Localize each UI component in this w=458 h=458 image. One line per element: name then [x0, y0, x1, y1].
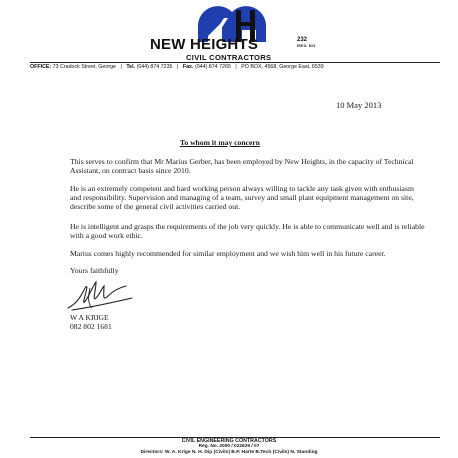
footer-registration: Reg. No. 2000 / 022629 / 07	[198, 444, 260, 449]
fax-number: (044) 874 7265	[194, 64, 231, 70]
handwritten-signature	[66, 278, 134, 314]
registration-badge	[297, 38, 316, 48]
footer-directors: Directors: W. A. Krige N. H. Dip (Civils) B.P. Harte B.Tech (Civils) N. Standing	[140, 450, 318, 455]
company-name: NEW HEIGHTS	[150, 36, 259, 53]
office-label: OFFICE:	[30, 64, 52, 70]
contact-line: OFFICE: 73 Cradock Street, George | Tel. (044) 874 7235 | Fax. (044) 874 7265 | PO BOX, 4568, George East, 6539	[30, 64, 324, 70]
tel-number: (044) 874 7235	[136, 64, 173, 70]
salutation: To whom it may concern	[180, 138, 260, 147]
body-paragraph: He is intelligent and grasps the requirements of the job very quickly. He is able to communicate well and is reliable with a good work ethic.	[70, 222, 425, 241]
signer-name: W A KRIGE	[70, 313, 109, 322]
fax-label: Fax.	[182, 64, 194, 70]
body-paragraph: He is an extremely competent and hard working person always willing to tackle any task given with enthusiasm and responsibility. Supervision and managing of a team, survey and small plant equipment management on site, describe some of the general civil activities carried out.	[70, 184, 414, 212]
footer-title: CIVIL ENGINEERING CONTRACTORS	[181, 438, 277, 444]
body-paragraph: Marius comes highly recommended for similar employment and we wish him well in his future career.	[70, 249, 386, 258]
signer-phone: 082 802 1681	[70, 322, 112, 331]
registration-badge-label: REG NO	[297, 43, 316, 48]
registration-badge-number: 232	[297, 37, 308, 43]
company-subtitle: CIVIL CONTRACTORS	[186, 53, 272, 62]
header-divider	[30, 62, 440, 63]
letter-date: 10 May 2013	[336, 100, 382, 110]
po-box: PO BOX, 4568, George East, 6539	[241, 64, 324, 70]
closing-line: Yours faithfully	[70, 266, 119, 275]
tel-label: Tel.	[126, 64, 136, 70]
office-address: 73 Cradock Street, George	[52, 64, 116, 70]
body-paragraph: This serves to confirm that Mr Marius Gerber, has been employed by New Heights, in the capacity of Technical Assistant, on contract basis since 2010.	[70, 157, 414, 176]
